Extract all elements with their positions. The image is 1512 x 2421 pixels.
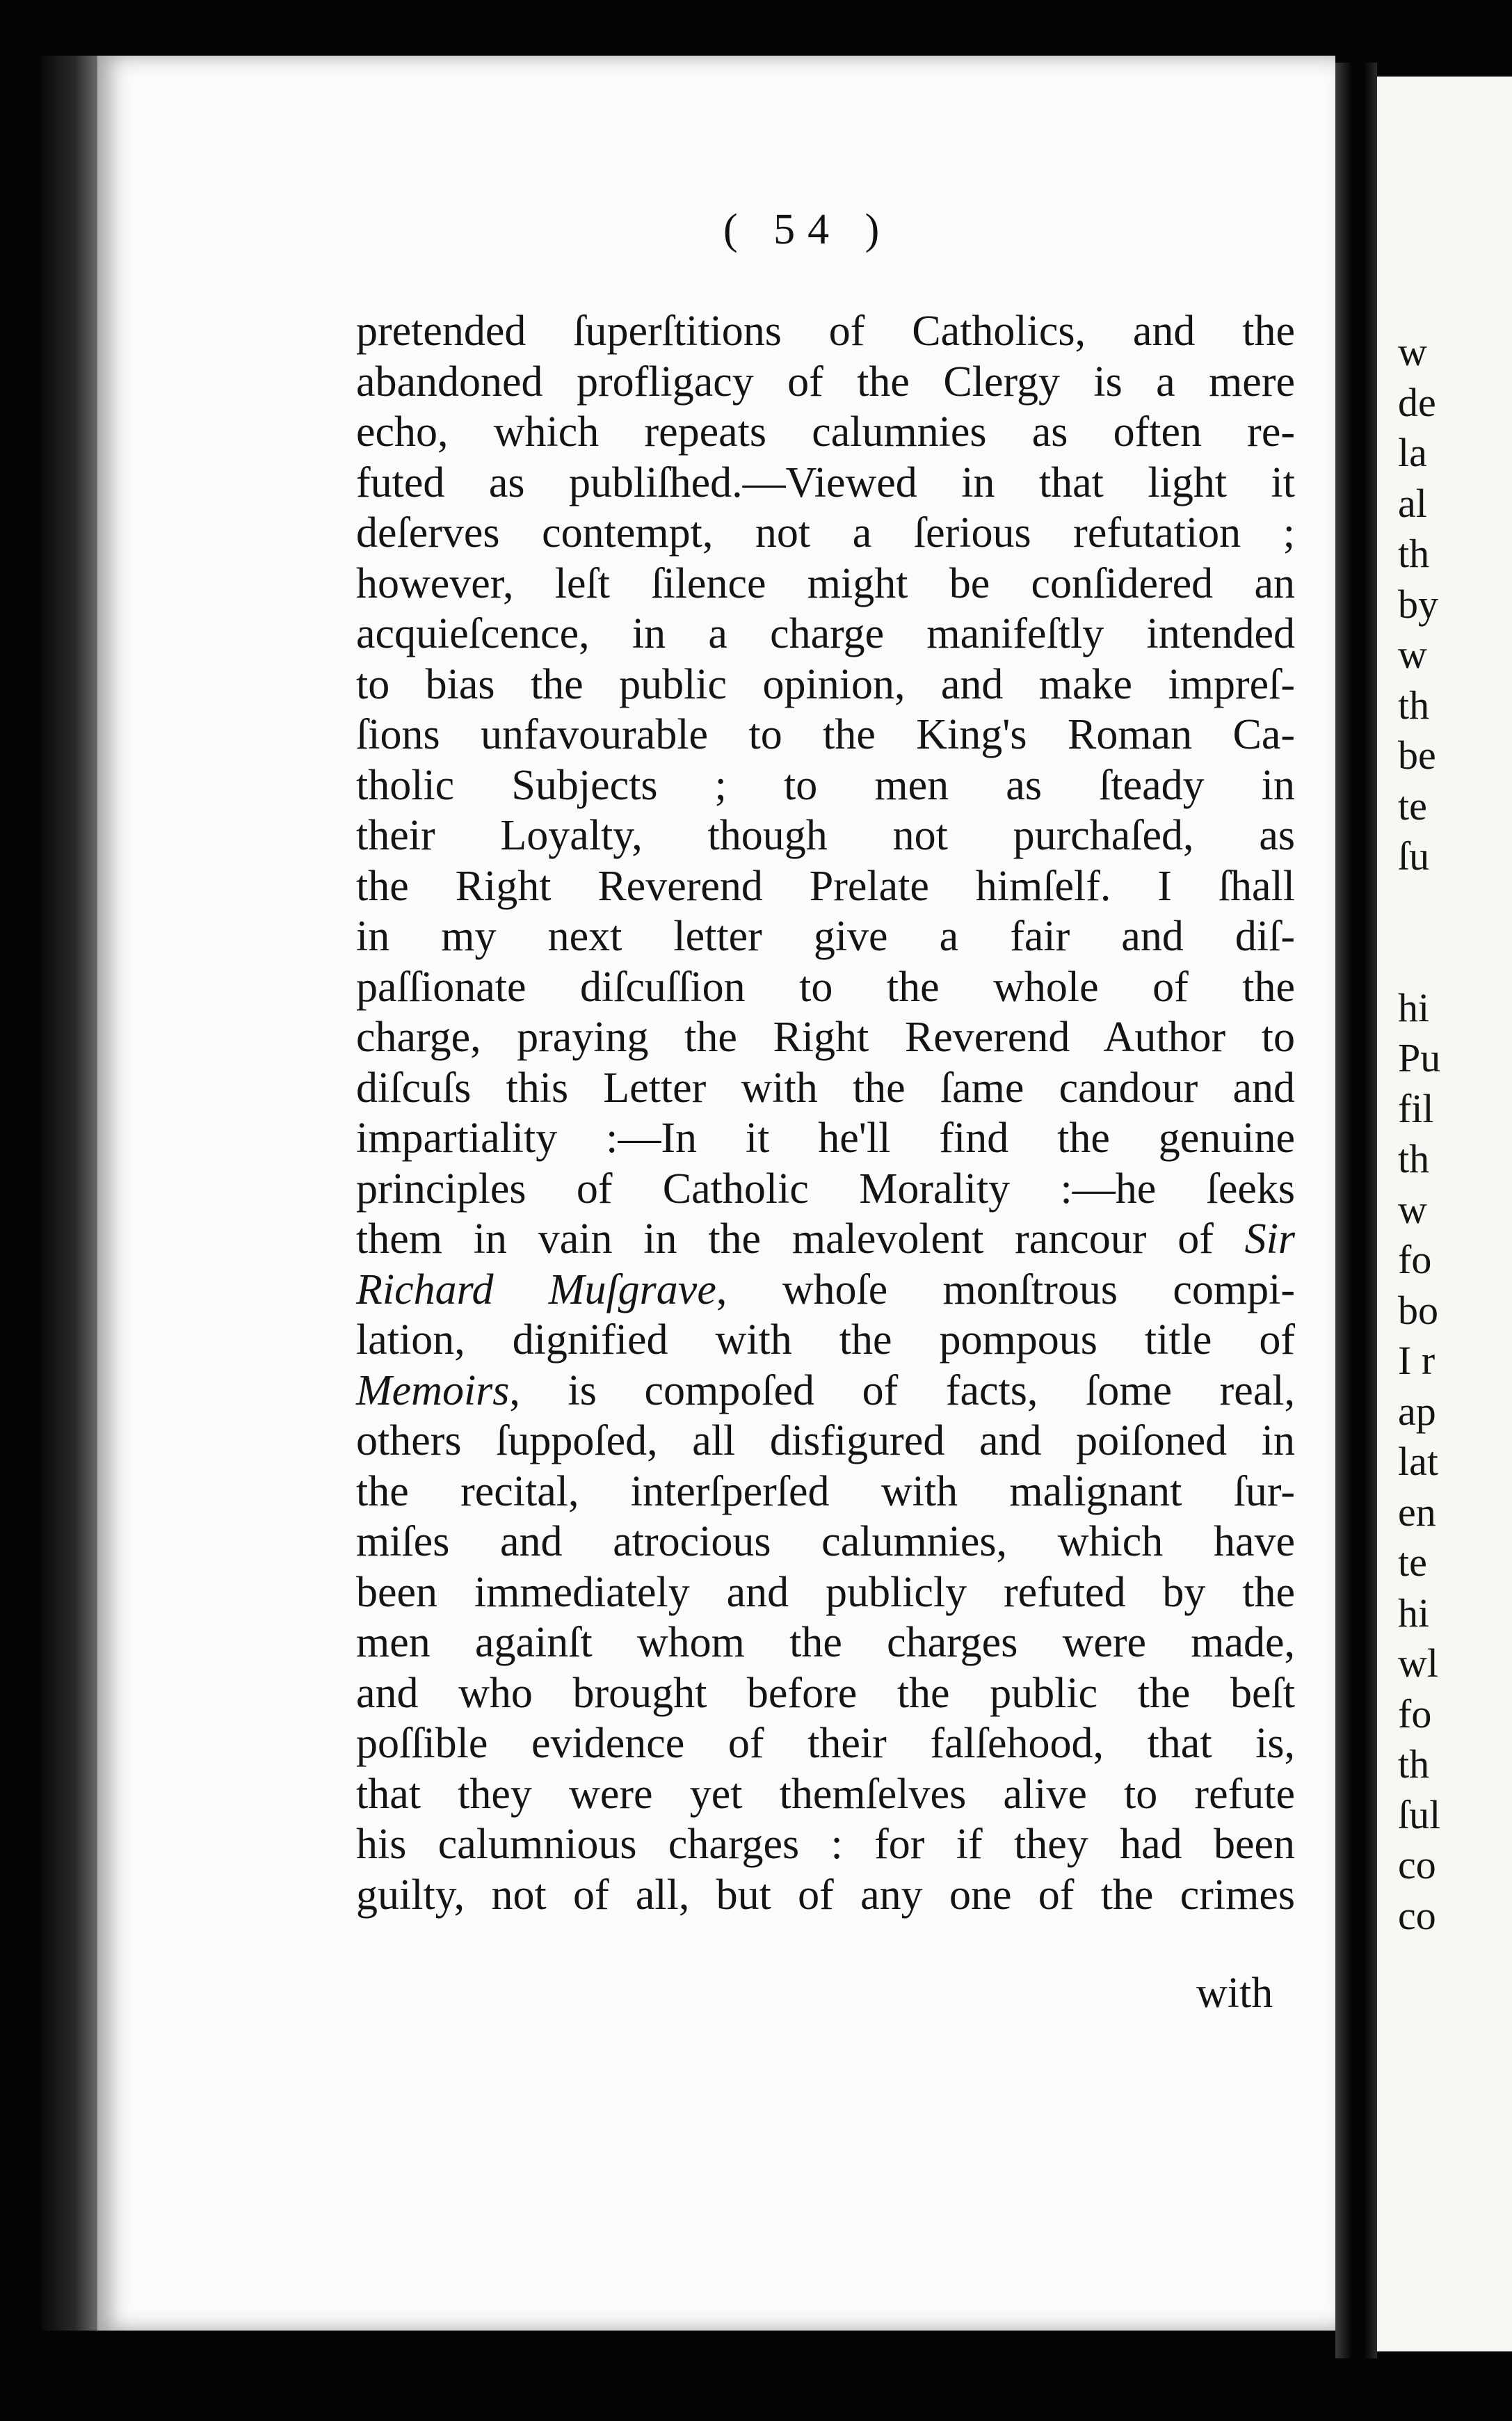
facing-fragment: en xyxy=(1398,1489,1436,1535)
text-line: others ſuppoſed, all disfigured and poiſoned in xyxy=(356,1417,1295,1464)
facing-fragment: ap xyxy=(1398,1388,1436,1434)
italic-name: Memoirs xyxy=(356,1366,510,1414)
text-line: men againſt whom the charges were made, xyxy=(356,1619,1295,1666)
text-line: abandoned profligacy of the Clergy is a mere xyxy=(356,358,1295,406)
facing-fragment: w xyxy=(1398,1186,1427,1232)
text-line: charge, praying the Right Reverend Author to xyxy=(356,1014,1295,1061)
text-line: guilty, not of all, but of any one of the crimes xyxy=(356,1871,1295,1919)
facing-fragment: th xyxy=(1398,1741,1430,1787)
text-line: the recital, interſperſed with malignant ſur- xyxy=(356,1467,1295,1515)
facing-fragment: wl xyxy=(1398,1640,1438,1686)
facing-fragment: fo xyxy=(1398,1691,1432,1736)
facing-fragment: hi xyxy=(1398,1590,1430,1636)
facing-fragment: te xyxy=(1398,1540,1427,1585)
text-line: poſſible evidence of their falſehood, that is, xyxy=(356,1720,1295,1767)
facing-page-text xyxy=(1398,327,1440,1941)
text-line: lation, dignified with the pompous title of xyxy=(356,1316,1295,1364)
facing-fragment: th xyxy=(1398,531,1430,576)
page-number: ( 54 ) xyxy=(723,206,892,253)
facing-fragment: al xyxy=(1398,480,1427,526)
facing-fragment xyxy=(1398,932,1440,983)
text-line: and who brought before the public the beſt xyxy=(356,1669,1295,1717)
text-line: acquieſcence, in a charge manifeſtly intended xyxy=(356,610,1295,657)
text-line: diſcuſs this Letter with the ſame candour and xyxy=(356,1064,1295,1112)
text-line: his calumnious charges : for if they had been xyxy=(356,1821,1295,1868)
facing-fragment: w xyxy=(1398,329,1427,374)
text-line: however, leſt ſilence might be conſidered an xyxy=(356,559,1295,607)
body-text xyxy=(356,306,1295,1920)
catchword: with xyxy=(1196,1969,1273,2017)
facing-fragment: I r xyxy=(1398,1338,1435,1383)
facing-fragment: w xyxy=(1398,632,1427,677)
italic-name: Richard Muſgrave xyxy=(356,1265,716,1313)
italic-name: Sir xyxy=(1244,1215,1295,1263)
text-line: their Loyalty, though not purchaſed, as xyxy=(356,812,1295,859)
facing-fragment: lat xyxy=(1398,1439,1438,1484)
text-line: been immediately and publicly refuted by the xyxy=(356,1568,1295,1616)
text-line: Richard Muſgrave, whoſe monſtrous compi- xyxy=(356,1265,1295,1313)
facing-fragment: th xyxy=(1398,1136,1430,1181)
facing-fragment: fil xyxy=(1398,1085,1434,1131)
text-line: to bias the public opinion, and make impreſ- xyxy=(356,660,1295,708)
facing-fragment: de xyxy=(1398,379,1436,425)
text-line: paſſionate diſcuſſion to the whole of the xyxy=(356,963,1295,1011)
book-gutter xyxy=(1335,63,1377,2358)
text-line: that they were yet themſelves alive to refute xyxy=(356,1770,1295,1818)
facing-fragment: ſu xyxy=(1398,833,1430,879)
facing-fragment: ſul xyxy=(1398,1791,1441,1837)
facing-fragment: Pu xyxy=(1398,1035,1441,1080)
text-line: futed as publiſhed.—Viewed in that light it xyxy=(356,458,1295,506)
text-line: in my next letter give a fair and diſ- xyxy=(356,913,1295,960)
facing-fragment: hi xyxy=(1398,984,1430,1030)
text-line: principles of Catholic Morality :—he ſeeks xyxy=(356,1165,1295,1213)
facing-fragment: te xyxy=(1398,783,1427,829)
text-line: ſions unfavourable to the King's Roman Ca- xyxy=(356,711,1295,758)
facing-fragment: fo xyxy=(1398,1237,1432,1282)
facing-fragment: la xyxy=(1398,430,1427,475)
facing-fragment: by xyxy=(1398,581,1438,627)
text-line: the Right Reverend Prelate himſelf. I ſhall xyxy=(356,862,1295,910)
facing-fragment: th xyxy=(1398,682,1430,728)
text-line: Memoirs, is compoſed of facts, ſome real, xyxy=(356,1366,1295,1414)
text-line: miſes and atrocious calumnies, which have xyxy=(356,1518,1295,1565)
text-line: echo, which repeats calumnies as often re- xyxy=(356,408,1295,456)
facing-fragment xyxy=(1398,882,1440,933)
text-line: impartiality :—In it he'll find the genuine xyxy=(356,1114,1295,1162)
text-line: tholic Subjects ; to men as ſteady in xyxy=(356,761,1295,809)
facing-fragment: co xyxy=(1398,1842,1436,1887)
text-line: them in vain in the malevolent rancour of Sir xyxy=(356,1215,1295,1263)
text-line: pretended ſuperſtitions of Catholics, and the xyxy=(356,307,1295,355)
facing-fragment: co xyxy=(1398,1892,1436,1938)
facing-fragment: be xyxy=(1398,733,1436,778)
facing-fragment: bo xyxy=(1398,1287,1438,1333)
right-page-fragment xyxy=(1377,77,1512,2351)
text-line: deſerves contempt, not a ſerious refutation ; xyxy=(356,509,1295,557)
